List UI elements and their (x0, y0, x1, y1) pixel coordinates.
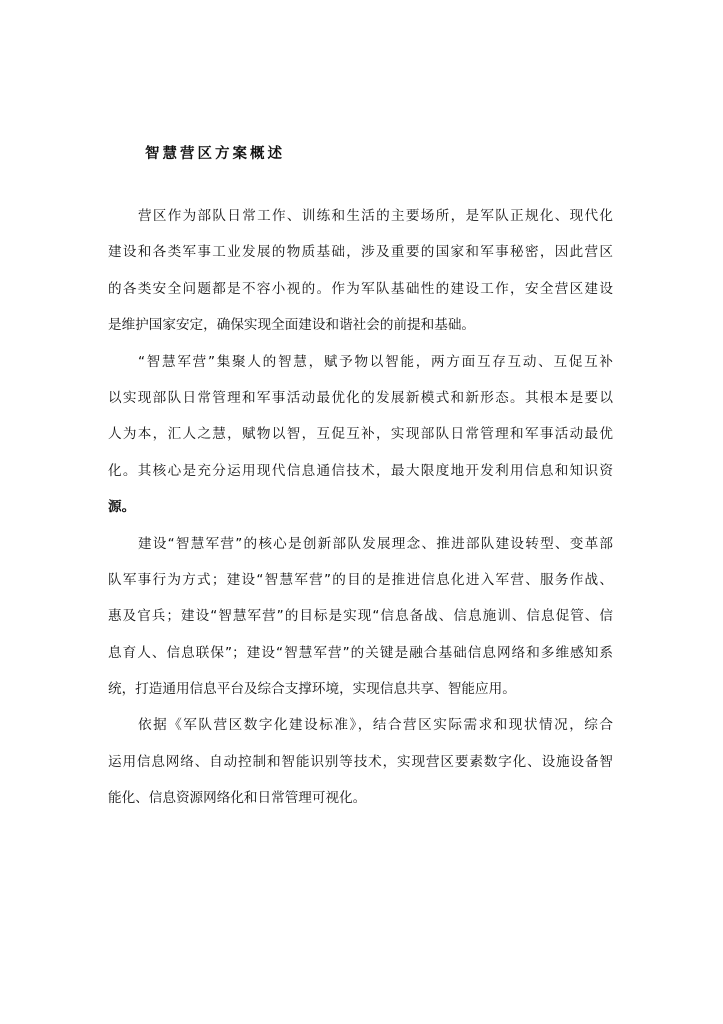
paragraph-2-line-2: 以实现部队日常管理和军事活动最优化的发展新模式和新形态。其根本是要以 (108, 389, 613, 406)
paragraph-3-line-3: 惠及官兵；建设“智慧军营”的目标是实现“信息备战、信息施训、信息促管、信 (108, 608, 613, 625)
document-title: 智慧营区方案概述 (145, 146, 285, 162)
paragraph-2-line-3: 人为本，汇人之慧，赋物以智，互促互补，实现部队日常管理和军事活动最优 (108, 426, 613, 443)
paragraph-2-line-5: 源。 (108, 499, 136, 516)
paragraph-1-line-4: 是维护国家安定，确保实现全面建设和谐社会的前提和基础。 (108, 317, 476, 334)
paragraph-4-line-2: 运用信息网络、自动控制和智能识别等技术，实现营区要素数字化、设施设备智 (108, 753, 613, 770)
paragraph-3-line-5: 统，打造通用信息平台及综合支撑环境，实现信息共享、智能应用。 (108, 681, 516, 698)
document-body (108, 205, 613, 824)
paragraph-4-line-3: 能化、信息资源网络化和日常管理可视化。 (108, 790, 367, 807)
paragraph-2-line-1: “智慧军营”集聚人的智慧，赋予物以智能，两方面互存互动、互促互补 (138, 353, 613, 370)
paragraph-1-line-2: 建设和各类军事工业发展的物质基础，涉及重要的国家和军事秘密，因此营区 (108, 244, 613, 261)
paragraph-3-line-4: 息育人、信息联保”；建设“智慧军营”的关键是融合基础信息网络和多维感知系 (108, 644, 613, 661)
paragraph-1-line-1: 营区作为部队日常工作、训练和生活的主要场所，是军队正规化、现代化 (138, 208, 613, 224)
paragraph-3-line-1: 建设“智慧军营”的核心是创新部队发展理念、推进部队建设转型、变革部 (138, 535, 613, 552)
paragraph-4-line-1: 依据《军队营区数字化建设标准》，结合营区实际需求和现状情况，综合 (138, 717, 613, 734)
paragraph-2-line-4: 化。其核心是充分运用现代信息通信技术，最大限度地开发利用信息和知识资 (108, 462, 613, 479)
paragraph-3-line-2: 队军事行为方式；建设“智慧军营”的目的是推进信息化进入军营、服务作战、 (108, 571, 613, 588)
paragraph-1-line-3: 的各类安全问题都是不容小视的。作为军队基础性的建设工作，安全营区建设 (108, 280, 613, 297)
